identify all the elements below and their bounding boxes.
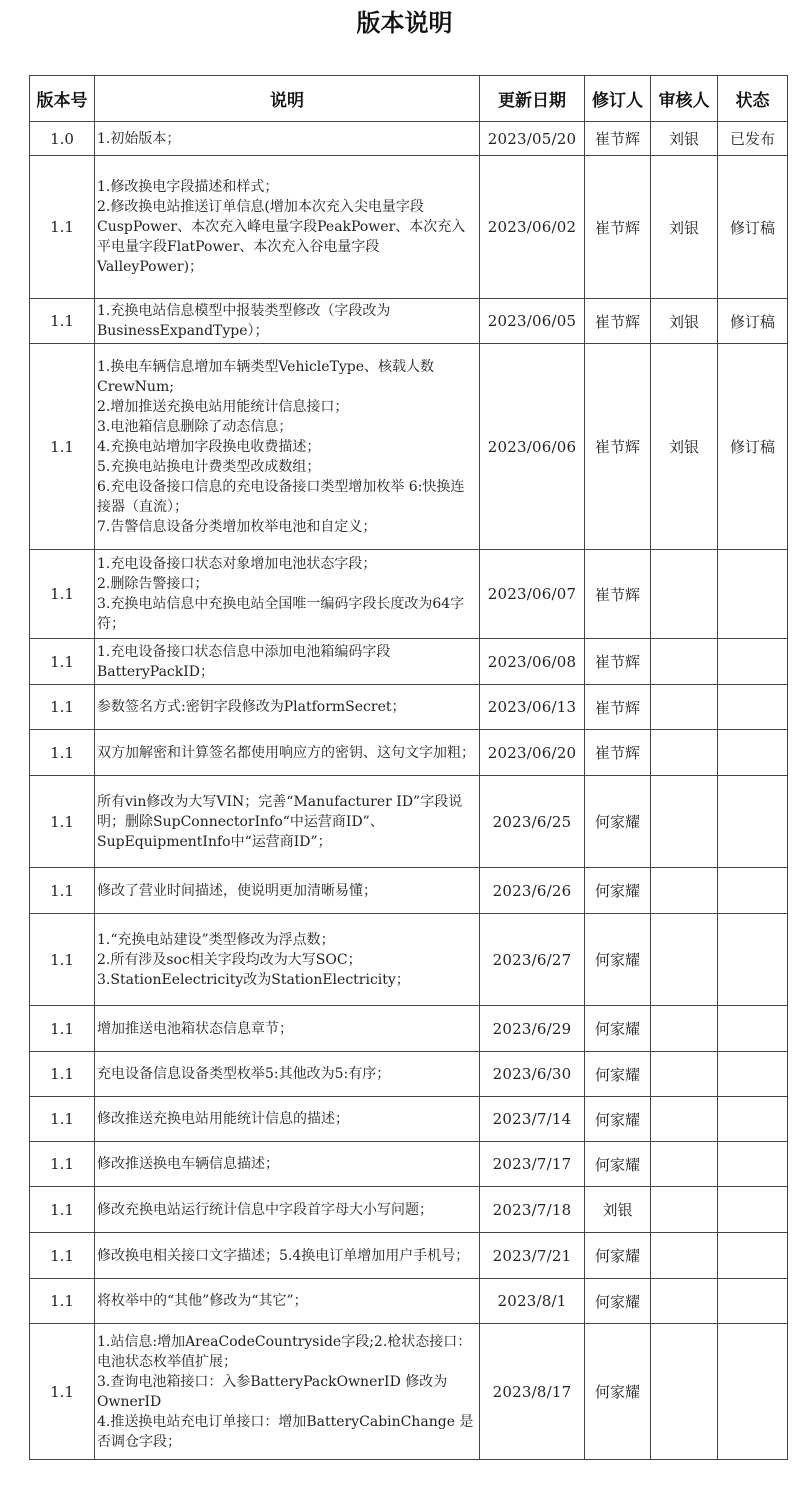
description-cell: 所有vin修改为大写VIN；完善“Manufacturer ID”字段说明；删除SupConnectorInfo“中运营商ID”、SupEquipmentInfo中“运营商ID”； (95, 776, 480, 868)
version-cell: 1.1 (30, 1142, 95, 1187)
table-row (30, 122, 788, 156)
description-cell: 1.充电设备接口状态对象增加电池状态字段； 2.删除告警接口； 3.充换电站信息中充换电站全国唯一编码字段长度改为64字符； (95, 550, 480, 639)
reviewer-cell (651, 1006, 718, 1052)
status-cell (718, 730, 788, 776)
table-row (30, 914, 788, 1006)
date-cell: 2023/06/06 (480, 344, 585, 550)
table-row (30, 1052, 788, 1097)
description-cell: 修改换电相关接口文字描述；5.4换电订单增加用户手机号； (95, 1233, 480, 1279)
reviewer-cell (651, 1233, 718, 1279)
table-row (30, 1097, 788, 1142)
reviser-cell: 崔节辉 (585, 299, 651, 344)
date-cell: 2023/05/20 (480, 122, 585, 156)
description-cell: 参数签名方式:密钥字段修改为PlatformSecret； (95, 685, 480, 730)
reviewer-cell (651, 1279, 718, 1324)
version-cell: 1.1 (30, 868, 95, 914)
table-row (30, 730, 788, 776)
table-row (30, 1279, 788, 1324)
header-status: 状态 (718, 76, 788, 122)
reviewer-cell (651, 1142, 718, 1187)
description-cell: 1.充电设备接口状态信息中添加电池箱编码字段BatteryPackID； (95, 639, 480, 685)
reviewer-cell (651, 1097, 718, 1142)
reviser-cell: 何家耀 (585, 914, 651, 1006)
description-cell: 1.“充换电站建设”类型修改为浮点数； 2.所有涉及soc相关字段均改为大写SOC； 3.StationEelectricity改为StationElectricity； (95, 914, 480, 1006)
reviewer-cell (651, 685, 718, 730)
table-row (30, 1142, 788, 1187)
reviewer-cell: 刘银 (651, 299, 718, 344)
reviewer-cell (651, 1187, 718, 1233)
description-cell: 双方加解密和计算签名都使用响应方的密钥、这句文字加粗； (95, 730, 480, 776)
reviewer-cell (651, 776, 718, 868)
table-row (30, 1187, 788, 1233)
table-row (30, 868, 788, 914)
reviewer-cell (651, 550, 718, 639)
table-row (30, 156, 788, 299)
version-cell: 1.1 (30, 685, 95, 730)
table-row (30, 685, 788, 730)
table-row (30, 639, 788, 685)
table-row (30, 550, 788, 639)
date-cell: 2023/7/18 (480, 1187, 585, 1233)
status-cell: 修订稿 (718, 299, 788, 344)
description-cell: 1.初始版本； (95, 122, 480, 156)
reviser-cell: 崔节辉 (585, 550, 651, 639)
date-cell: 2023/6/29 (480, 1006, 585, 1052)
date-cell: 2023/06/05 (480, 299, 585, 344)
version-cell: 1.1 (30, 1324, 95, 1460)
date-cell: 2023/06/02 (480, 156, 585, 299)
header-description: 说明 (95, 76, 480, 122)
status-cell (718, 1279, 788, 1324)
status-cell (718, 914, 788, 1006)
status-cell (718, 1324, 788, 1460)
reviser-cell: 刘银 (585, 1187, 651, 1233)
description-cell: 修改推送换电车辆信息描述； (95, 1142, 480, 1187)
description-cell: 1.充换电站信息模型中报装类型修改（字段改为BusinessExpandType）； (95, 299, 480, 344)
table-row (30, 344, 788, 550)
version-table (29, 75, 788, 1460)
description-cell: 将枚举中的“其他”修改为“其它”； (95, 1279, 480, 1324)
table-row (30, 1006, 788, 1052)
version-cell: 1.1 (30, 1187, 95, 1233)
description-cell: 修改充换电站运行统计信息中字段首字母大小写问题； (95, 1187, 480, 1233)
description-cell: 增加推送电池箱状态信息章节； (95, 1006, 480, 1052)
reviewer-cell: 刘银 (651, 122, 718, 156)
reviewer-cell (651, 914, 718, 1006)
status-cell: 已发布 (718, 122, 788, 156)
version-cell: 1.1 (30, 730, 95, 776)
version-cell: 1.1 (30, 344, 95, 550)
date-cell: 2023/6/30 (480, 1052, 585, 1097)
version-cell: 1.1 (30, 156, 95, 299)
reviser-cell: 崔节辉 (585, 639, 651, 685)
reviewer-cell (651, 730, 718, 776)
version-cell: 1.1 (30, 1052, 95, 1097)
date-cell: 2023/06/08 (480, 639, 585, 685)
table-row (30, 1233, 788, 1279)
version-cell: 1.1 (30, 550, 95, 639)
status-cell (718, 1097, 788, 1142)
reviewer-cell (651, 1052, 718, 1097)
reviser-cell: 何家耀 (585, 1142, 651, 1187)
status-cell (718, 868, 788, 914)
header-date: 更新日期 (480, 76, 585, 122)
header-reviewer: 审核人 (651, 76, 718, 122)
version-cell: 1.1 (30, 299, 95, 344)
reviser-cell: 何家耀 (585, 1279, 651, 1324)
description-cell: 1.换电车辆信息增加车辆类型VehicleType、核载人数CrewNum; 2.增加推送充换电站用能统计信息接口； 3.电池箱信息删除了动态信息； 4.充换电站增加字段换电收费描述； 5.充换电站换电计费类型改成数组； 6.充电设备接口信息的充电设备接口类型增加枚举 6:快换连接器（直流）； 7.告警信息设备分类增加枚举电池和自定义； (95, 344, 480, 550)
table-row (30, 776, 788, 868)
date-cell: 2023/7/17 (480, 1142, 585, 1187)
reviser-cell: 崔节辉 (585, 685, 651, 730)
reviser-cell: 何家耀 (585, 1097, 651, 1142)
status-cell (718, 1006, 788, 1052)
reviser-cell: 何家耀 (585, 1324, 651, 1460)
date-cell: 2023/06/20 (480, 730, 585, 776)
status-cell (718, 1052, 788, 1097)
status-cell (718, 685, 788, 730)
description-cell: 修改了营业时间描述，使说明更加清晰易懂； (95, 868, 480, 914)
date-cell: 2023/7/21 (480, 1233, 585, 1279)
reviser-cell: 何家耀 (585, 1052, 651, 1097)
description-cell: 1.站信息:增加AreaCodeCountryside字段;2.枪状态接口：电池状态枚举值扩展； 3.查询电池箱接口：入参BatteryPackOwnerID 修改为 OwnerID 4.推送换电站充电订单接口：增加BatteryCabinChange 是否调仓字段； (95, 1324, 480, 1460)
status-cell: 修订稿 (718, 344, 788, 550)
reviewer-cell (651, 1324, 718, 1460)
version-cell: 1.1 (30, 1233, 95, 1279)
version-cell: 1.1 (30, 639, 95, 685)
date-cell: 2023/7/14 (480, 1097, 585, 1142)
status-cell (718, 1187, 788, 1233)
version-cell: 1.1 (30, 1006, 95, 1052)
status-cell (718, 550, 788, 639)
reviser-cell: 何家耀 (585, 868, 651, 914)
status-cell: 修订稿 (718, 156, 788, 299)
reviser-cell: 崔节辉 (585, 122, 651, 156)
header-reviser: 修订人 (585, 76, 651, 122)
page-title: 版本说明 (356, 9, 453, 37)
status-cell (718, 1233, 788, 1279)
version-cell: 1.0 (30, 122, 95, 156)
version-cell: 1.1 (30, 776, 95, 868)
version-cell: 1.1 (30, 914, 95, 1006)
reviser-cell: 何家耀 (585, 776, 651, 868)
date-cell: 2023/8/1 (480, 1279, 585, 1324)
description-cell: 1.修改换电字段描述和样式； 2.修改换电站推送订单信息(增加本次充入尖电量字段CuspPower、本次充入峰电量字段PeakPower、本次充入平电量字段FlatPower、本次充入谷电量字段ValleyPower)； (95, 156, 480, 299)
reviewer-cell: 刘银 (651, 156, 718, 299)
reviser-cell: 崔节辉 (585, 156, 651, 299)
description-cell: 充电设备信息设备类型枚举5:其他改为5:有序； (95, 1052, 480, 1097)
header-row (30, 76, 788, 122)
status-cell (718, 1142, 788, 1187)
status-cell (718, 776, 788, 868)
header-version: 版本号 (30, 76, 95, 122)
table-row (30, 1324, 788, 1460)
date-cell: 2023/8/17 (480, 1324, 585, 1460)
table-row (30, 299, 788, 344)
reviser-cell: 崔节辉 (585, 730, 651, 776)
reviewer-cell (651, 639, 718, 685)
reviewer-cell: 刘银 (651, 344, 718, 550)
status-cell (718, 639, 788, 685)
date-cell: 2023/06/13 (480, 685, 585, 730)
reviser-cell: 何家耀 (585, 1006, 651, 1052)
date-cell: 2023/6/25 (480, 776, 585, 868)
date-cell: 2023/6/27 (480, 914, 585, 1006)
version-cell: 1.1 (30, 1279, 95, 1324)
date-cell: 2023/6/26 (480, 868, 585, 914)
reviser-cell: 崔节辉 (585, 344, 651, 550)
reviewer-cell (651, 868, 718, 914)
date-cell: 2023/06/07 (480, 550, 585, 639)
version-cell: 1.1 (30, 1097, 95, 1142)
reviser-cell: 何家耀 (585, 1233, 651, 1279)
description-cell: 修改推送充换电站用能统计信息的描述； (95, 1097, 480, 1142)
